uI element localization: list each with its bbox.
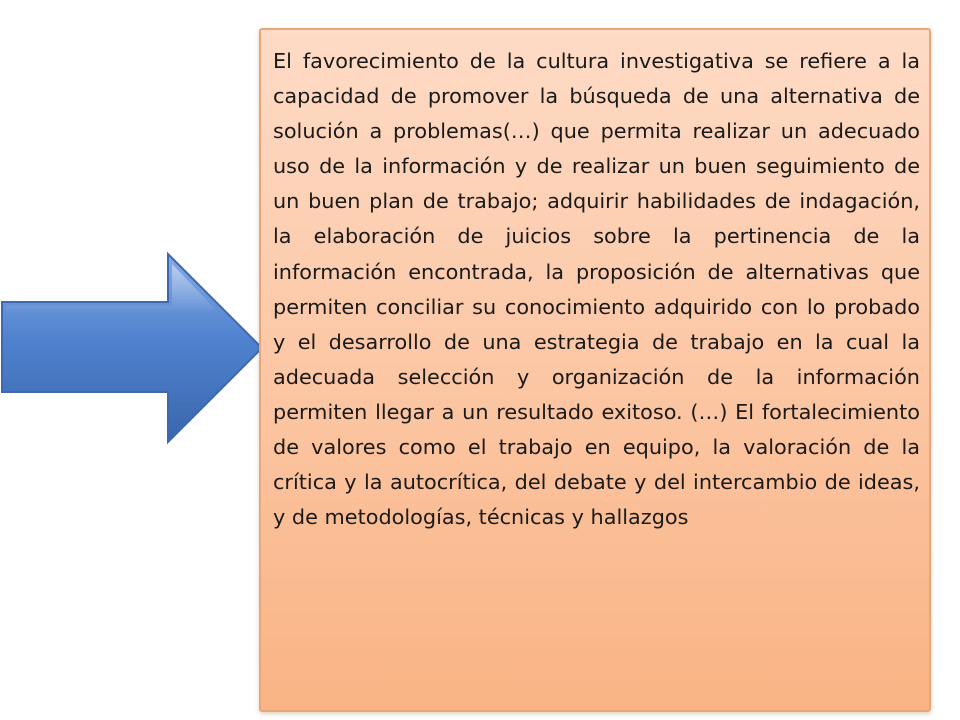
body-paragraph: El favorecimiento de la cultura investigativa se refiere a la capacidad de promover la búsqueda de una alternativa de solución a problemas(…) que permita realizar un adecuado uso de la información y de realizar un buen seguimiento de un buen plan de trabajo; adquirir habilidades de indagación, la elaboración de juicios sobre la pertinencia de la información encontrada, la proposición de alternativas que permiten conciliar su conocimiento adquirido con lo probado y el desarrollo de una estrategia de trabajo en la cual la adecuada selección y organización de la información permiten llegar a un resultado exitoso. (…) El fortalecimiento de valores como el trabajo en equipo, la valoración de la crítica y la autocrítica, del debate y del intercambio de ideas, y de metodologías, técnicas y hallazgos <box>273 49 920 530</box>
quote-text-box <box>259 28 931 712</box>
arrow-right-icon <box>0 252 264 444</box>
